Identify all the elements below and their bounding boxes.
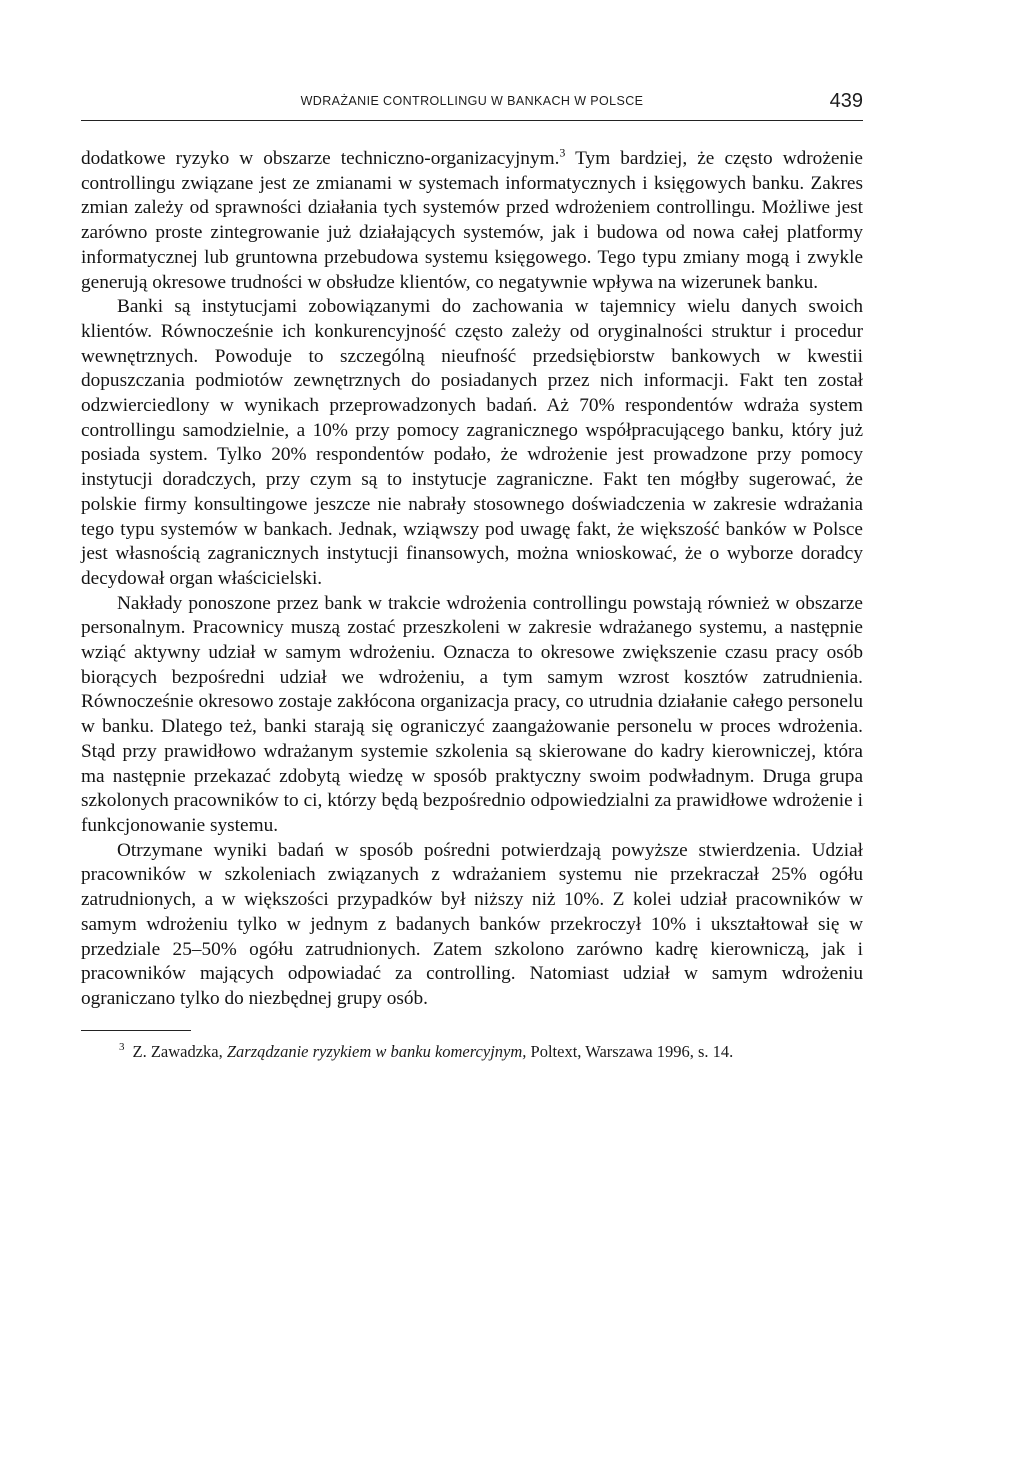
footnote-title: Zarządzanie ryzykiem w banku komercyjnym, bbox=[226, 1041, 527, 1061]
paragraph-1-text-start: dodatkowe ryzyko w obszarze techniczno-organizacyjnym. bbox=[81, 148, 560, 169]
paragraph-1 bbox=[81, 147, 863, 295]
footnote bbox=[81, 1041, 863, 1063]
book-page bbox=[81, 80, 863, 1420]
paragraph-4: Otrzymane wyniki badań w sposób pośredni potwierdzają powyższe stwierdzenia. Udział pracowników w szkoleniach związanych z wdrażaniem systemu nie przekraczał 25% ogółu zatrudnionych, a w większości przypadków był niższy niż 10%. Z kolei udział pracowników w samym wdrożeniu tylko w jednym z badanych banków przekroczył 10% i ukształtował się w przedziale 25–50% ogółu zatrudnionych. Zatem szkolono zarówno kadrę kierowniczą, jak i pracowników mających odpowiadać za controlling. Natomiast udział w samym wdrożeniu ograniczano tylko do niezbędnej grupy osób. bbox=[81, 839, 863, 1009]
footnote-reference[interactable]: 3 bbox=[559, 145, 566, 160]
paragraph-1-text-end: Tym bardziej, że często wdrożenie controllingu związane jest ze zmianami w systemach informatycznych i księgowych banku. Zakres zmian zależy od sprawności działania tych systemów przed wdrożeniem controllingu. Możliwe jest zarówno proste zintegrowanie już działających systemów, jak i budowa od nowa całej platformy informatycznej lub gruntowna przebudowa systemu księgowego. Tego typu zmiany mogą i zwykle generują okresowe trudności w obsłudze klientów, co negatywnie wpływa na wizerunek banku. bbox=[81, 148, 863, 293]
running-head: WDRAŻANIE CONTROLLINGU W BANKACH W POLSCE bbox=[300, 94, 644, 108]
footnote-mark: 3 bbox=[119, 1041, 125, 1054]
footnote-author: Z. Zawadzka, bbox=[132, 1041, 227, 1061]
body-text bbox=[81, 147, 863, 1012]
footnote-publication: Poltext, Warszawa 1996, s. 14. bbox=[526, 1041, 734, 1061]
paragraph-2: Banki są instytucjami zobowiązanymi do zachowania w tajemnicy wielu danych swoich klientów. Równocześnie ich konkurencyjność często zależy od oryginalności struktur i procedur wewnętrznych. Powoduje to szczególną nieufność przedsiębiorstw bankowych w kwestii dopuszczania podmiotów zewnętrznych do posiadanych przez nich informacji. Fakt ten został odzwierciedlony w wynikach przeprowadzonych badań. Aż 70% respondentów wdraża system controllingu samodzielnie, a 10% przy pomocy zagranicznego współpracującego banku, który już posiada system. Tylko 20% respondentów podało, że wdrożenie jest prowadzone przy pomocy instytucji doradczych, przy czym są to instytucje zagraniczne. Fakt ten mógłby sugerować, że polskie firmy konsultingowe jeszcze nie nabrały stosownego doświadczenia w zakresie wdrażania tego typu systemów w bankach. Jednak, wziąwszy pod uwagę fakt, że większość banków w Polsce jest własnością zagranicznych instytucji finansowych, można wnioskować, że o wyborze doradcy decydował organ właścicielski. bbox=[81, 296, 863, 589]
paragraph-3: Nakłady ponoszone przez bank w trakcie wdrożenia controllingu powstają również w obszarze personalnym. Pracownicy muszą zostać przeszkoleni w zakresie wdrażanego systemu, a następnie wziąć aktywny udział w samym wdrożeniu. Oznacza to okresowe zwiększenie czasu pracy osób biorących bezpośredni udział we wdrożeniu, a tym samym wzrost kosztów zatrudnienia. Równocześnie okresowo zostaje zakłócona organizacja pracy, co utrudnia działanie całego personelu w banku. Dlatego też, banki starają się ograniczyć zaangażowanie personelu w proces wdrożenia. Stąd przy prawidłowo wdrażanym systemie szkolenia są skierowane do kadry kierowniczej, która ma następnie przekazać zdobytą wiedzę w sposób praktyczny swoim podwładnym. Druga grupa szkolonych pracowników to ci, którzy będą bezpośrednio odpowiedzialni za prawidłowe wdrożenie i funkcjonowanie systemu. bbox=[81, 592, 863, 836]
footnote-divider bbox=[81, 1030, 191, 1031]
page-number: 439 bbox=[829, 90, 863, 112]
page-header bbox=[81, 80, 863, 121]
